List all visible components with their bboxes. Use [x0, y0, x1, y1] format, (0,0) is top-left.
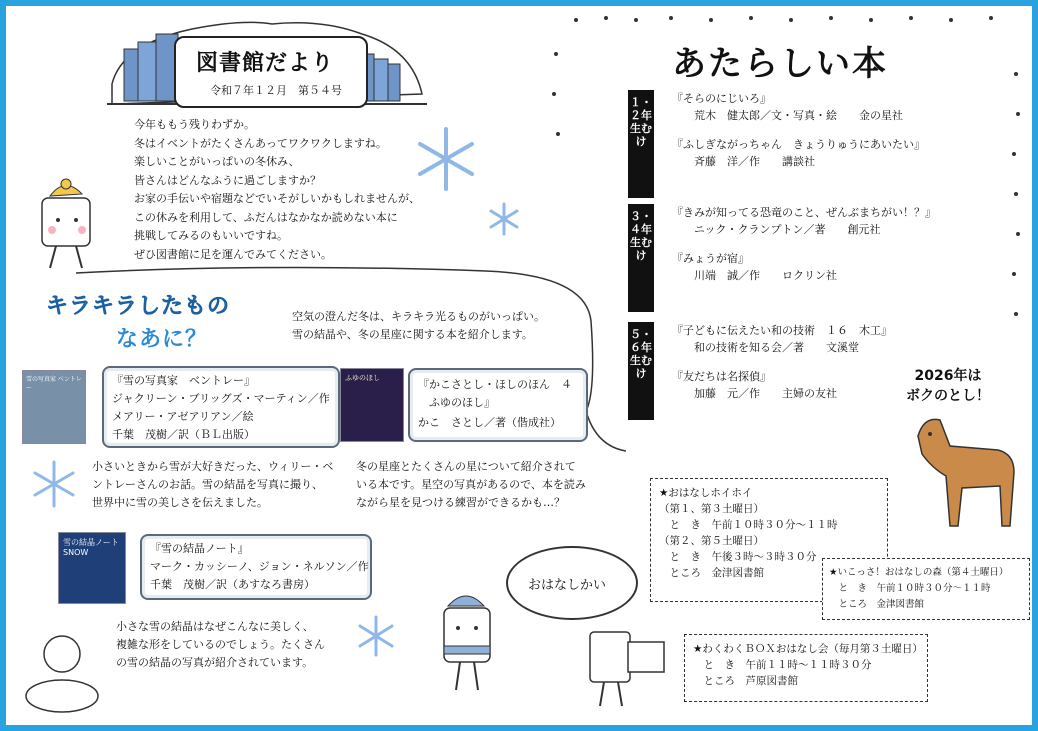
book-cover-title: 雪の写真家 ベントレー: [26, 376, 82, 392]
book-cover-title: 雪の結晶ノート SNOW: [63, 538, 119, 557]
book-info-box: [408, 368, 588, 442]
book-author: マーク・カッシーノ、ジョン・ネルソン／作: [150, 560, 369, 573]
desc-line: いる本です。星空の写真があるので、本を読み: [356, 478, 586, 491]
hoihoi-line: （第２、第５土曜日）: [659, 535, 764, 547]
issue-number: 令和７年１２月 第５４号: [210, 84, 342, 97]
book-translator: 千葉 茂樹／訳（あすなろ書房）: [150, 578, 315, 591]
snowflake-icon: [486, 201, 522, 237]
book-title-cont: ふゆのほし』: [418, 396, 495, 409]
hoihoi-line: ★おはなしホイホイ: [659, 487, 753, 499]
book-cover-title: ふゆのほし: [345, 374, 380, 382]
grade-label-5-6: ５・６年生むけ: [628, 322, 654, 420]
intro-line: 楽しいことがいっぱいの冬休み、: [134, 155, 300, 168]
new-book-list: [672, 204, 936, 284]
feature-intro-line: 空気の澄んだ冬は、キラキラ光るものがいっぱい。: [292, 310, 545, 323]
box-line: ★わくわくＢＯＸおはなし会（毎月第３土曜日）: [693, 643, 923, 655]
intro-text: [134, 116, 434, 264]
reading-mascot-icon: [580, 622, 674, 714]
new-book-item: 斉藤 洋／作 講談社: [672, 155, 815, 168]
book-description: [116, 618, 325, 672]
ohanashi-box-box: [684, 634, 928, 702]
book-description: [92, 458, 333, 512]
intro-line: 皆さんはどんなふうに過ごしますか？: [134, 173, 321, 187]
snowflake-icon: [28, 458, 80, 510]
desc-line: ながら星を見つける練習ができるかも…？: [356, 496, 565, 509]
newsletter-title-box: [174, 36, 368, 108]
book-title: 『かこさとし・ほしのほん ４: [418, 378, 572, 391]
hoihoi-line: （第１、第３土曜日）: [659, 503, 764, 515]
hoihoi-line: と き 午前１０時３０分～１１時: [659, 519, 838, 531]
mori-line: ★いこっさ！おはなしの森（第４土曜日）: [829, 567, 1009, 578]
new-book-item: 和の技術を知る会／著 文溪堂: [672, 341, 859, 354]
ohanashi-mori-box: [822, 558, 1030, 620]
horse-icon: [902, 406, 1026, 530]
intro-line: この休みを利用して、ふだんはなかなか読めない本に: [134, 210, 398, 224]
grade-label-3-4: ３・４年生むけ: [628, 204, 654, 312]
book-author: ジャクリーン・ブリッグズ・マーティン／作: [112, 392, 330, 405]
new-book-item: 『そらのにじいろ』: [672, 92, 771, 105]
horse-caption-line: ボクのとし！: [906, 388, 990, 404]
feature-heading: キラキラしたもの: [46, 294, 231, 319]
book-cover-image: [22, 370, 86, 444]
snowman-icon: [16, 624, 106, 714]
new-book-item: 『みょうが宿』: [672, 252, 749, 265]
intro-line: 今年ももう残りわずか。: [134, 118, 255, 131]
box-line: ところ 芦原図書館: [693, 675, 798, 687]
book-info-box: [102, 366, 340, 448]
new-book-item: 『友だちは名探偵』: [672, 370, 771, 383]
book-cover-image: [340, 368, 404, 442]
desc-line: 複雑な形をしているのでしょう。たくさん: [116, 638, 325, 651]
book-title: 『雪の結晶ノート』: [150, 542, 249, 555]
mori-line: と き 午前１０時３０分～１１時: [829, 583, 991, 594]
intro-line: お家の手伝いや宿題などでいそがしいかもしれませんが、: [134, 192, 420, 205]
new-book-item: 『子どもに伝えたい和の技術 １６ 木工』: [672, 324, 892, 337]
book-illustrator: メアリー・アゼアリアン／絵: [112, 410, 254, 423]
new-book-list: [672, 322, 892, 402]
desc-line: 小さいときから雪が大好きだった、ウィリー・ベ: [92, 460, 334, 473]
desc-line: 世界中に雪の美しさを伝えました。: [92, 496, 268, 509]
horse-caption: [906, 366, 990, 406]
intro-line: ぜひ図書館に足を運んでみてください。: [134, 247, 332, 261]
hoihoi-line: と き 午後３時～３時３０分: [659, 551, 817, 563]
feature-heading-2: なあに？: [116, 327, 209, 352]
book-info-box: [140, 534, 372, 600]
new-books-title: あたらしい本: [672, 44, 888, 84]
intro-line: 挑戦してみるのもいいですね。: [134, 229, 288, 242]
book-author: かこ さとし／著（偕成社）: [418, 416, 561, 429]
horse-caption-line: 2026年は: [914, 368, 982, 384]
hoihoi-line: ところ 金津図書館: [659, 567, 764, 579]
mori-line: ところ 金津図書館: [829, 599, 925, 610]
book-title: 『雪の写真家 ベントレー』: [112, 374, 255, 387]
snowflake-icon: [354, 614, 398, 658]
intro-line: 冬はイベントがたくさんあってワクワクしますね。: [134, 136, 387, 150]
book-cover-image: [58, 532, 126, 604]
desc-line: 冬の星座とたくさんの星について紹介されて: [356, 460, 576, 473]
desc-line: の雪の結晶の写真が紹介されています。: [116, 656, 314, 669]
desc-line: 小さな雪の結晶はなぜこんなに美しく、: [116, 620, 314, 633]
book-mascot-icon: [424, 586, 510, 696]
grade-label-1-2: １・２年生むけ: [628, 90, 654, 198]
new-book-item: 川端 誠／作 ロクリン社: [672, 269, 837, 282]
book-description: [356, 458, 586, 512]
new-book-item: 『ふしぎながっちゃん きょうりゅうにあいたい』: [672, 138, 925, 151]
box-line: と き 午前１１時～１１時３０分: [693, 659, 872, 671]
new-book-item: 荒木 健太郎／文・写真・絵 金の星社: [672, 109, 903, 122]
desc-line: ントレーさんのお話。雪の結晶を写真に撮り、: [92, 478, 323, 491]
new-book-item: 『きみが知ってる恐竜のこと、ぜんぶまちがい！？』: [672, 206, 936, 219]
page-title: 図書館だより: [196, 51, 335, 76]
ohanashi-bubble: [506, 546, 638, 620]
new-book-list: [672, 90, 925, 170]
new-book-item: 加藤 元／作 主婦の友社: [672, 387, 837, 400]
feature-intro-line: 雪の結晶や、冬の星座に関する本を紹介します。: [292, 328, 533, 341]
book-translator: 千葉 茂樹／訳（ＢＬ出版）: [112, 428, 255, 441]
bubble-text: おはなしかい: [528, 578, 607, 593]
feature-intro: [292, 308, 545, 344]
new-book-item: ニック・クランプトン／著 創元社: [672, 223, 881, 236]
